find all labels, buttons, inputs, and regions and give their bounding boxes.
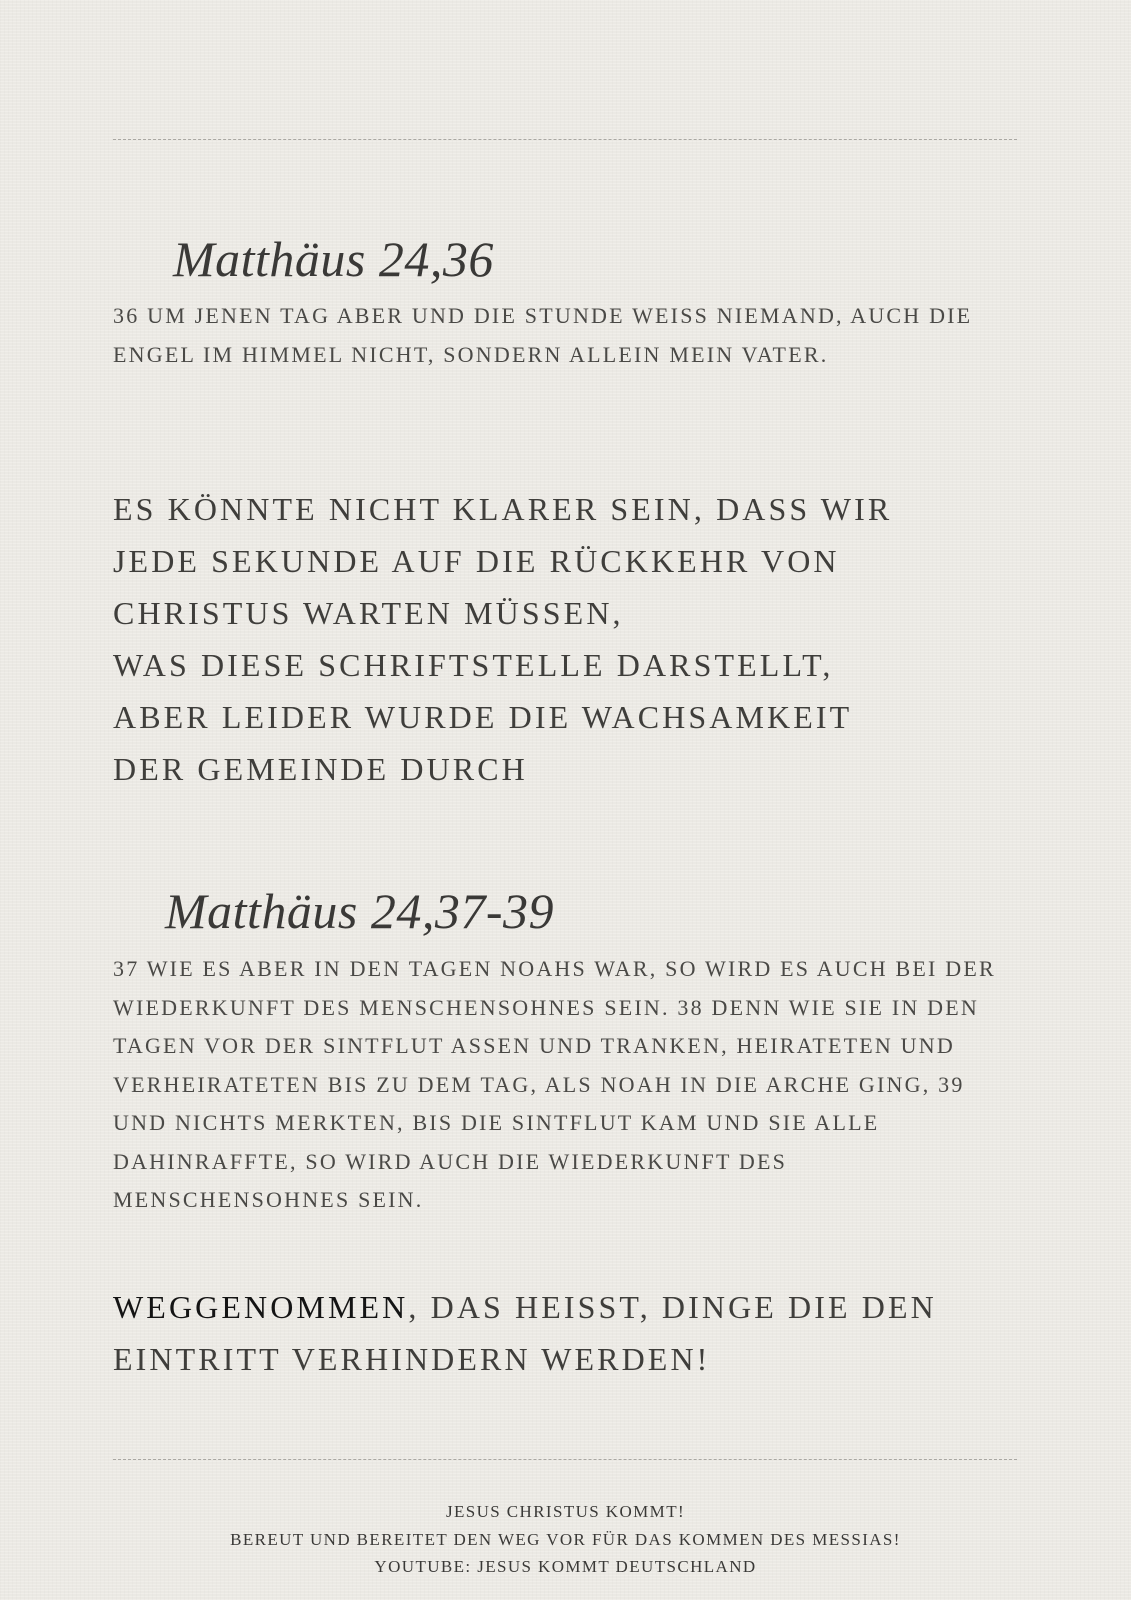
commentary-1-line: JEDE SEKUNDE AUF DIE RÜCKKEHR VON bbox=[113, 543, 840, 579]
commentary-1-line: DER GEMEINDE DURCH bbox=[113, 751, 528, 787]
scripture-reference-2: Matthäus 24,37-39 bbox=[165, 883, 555, 939]
commentary-1-line: WAS DIESE SCHRIFTSTELLE DARSTELLT, bbox=[113, 647, 834, 683]
commentary-1-line: ABER LEIDER WURDE DIE WACHSAMKEIT bbox=[113, 699, 853, 735]
bottom-divider bbox=[113, 1459, 1017, 1460]
scripture-reference-1: Matthäus 24,36 bbox=[173, 231, 494, 287]
top-divider bbox=[113, 139, 1017, 140]
commentary-2-emphasis: WEGGENOMMEN bbox=[113, 1289, 409, 1325]
footer bbox=[0, 1498, 1131, 1581]
footer-line-1: JESUS CHRISTUS KOMMT! bbox=[445, 1502, 686, 1521]
scripture-verse-1: 36 UM JENEN TAG ABER UND DIE STUNDE WEISS NIEMAND, AUCH DIE ENGEL IM HIMMEL NICHT, SONDERN ALLEIN MEIN VATER. bbox=[113, 303, 973, 367]
commentary-2-line-1-rest: , DAS HEISST, DINGE DIE DEN bbox=[408, 1289, 937, 1325]
footer-line-2: BEREUT UND BEREITET DEN WEG VOR FÜR DAS KOMMEN DES MESSIAS! bbox=[230, 1529, 901, 1549]
commentary-2 bbox=[113, 1281, 1023, 1385]
commentary-1-line: ES KÖNNTE NICHT KLARER SEIN, DASS WIR bbox=[113, 491, 893, 527]
footer-line-3: YOUTUBE: JESUS KOMMT DEUTSCHLAND bbox=[374, 1557, 757, 1576]
commentary-2-line-1 bbox=[113, 1281, 1023, 1333]
scripture-verse-2: 37 WIE ES ABER IN DEN TAGEN NOAHS WAR, SO WIRD ES AUCH BEI DER WIEDERKUNFT DES MENSCHENSOHNES SEIN. 38 DENN WIE SIE IN DEN TAGEN VOR DER SINTFLUT ASSEN UND TRANKEN, HEIRATETEN UND VERHEIRATETEN BIS ZU DEM TAG, ALS NOAH IN DIE ARCHE GING, 39 UND NICHTS MERKTEN, BIS DIE SINTFLUT KAM UND SIE ALLE DAHINRAFFTE, SO WIRD AUCH DIE WIEDERKUNFT DES MENSCHENSOHNES SEIN. bbox=[113, 956, 996, 1212]
commentary-1 bbox=[113, 483, 1023, 795]
commentary-1-line: CHRISTUS WARTEN MÜSSEN, bbox=[113, 595, 624, 631]
commentary-2-line-2: EINTRITT VERHINDERN WERDEN! bbox=[113, 1341, 711, 1377]
